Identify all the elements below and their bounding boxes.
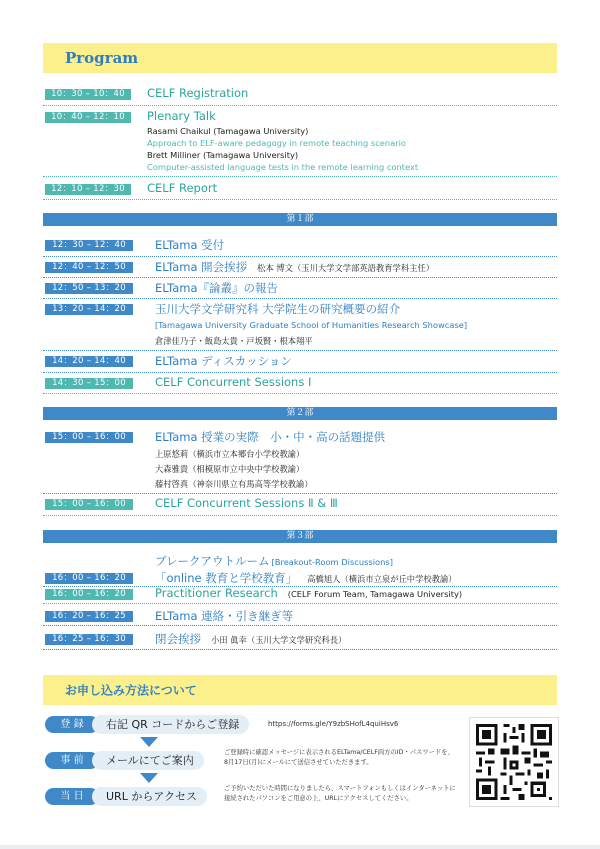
item-title: Practitioner Research: [155, 586, 278, 600]
item-title: Plenary Talk: [147, 109, 216, 123]
time-badge: 12：30 – 12：40: [45, 240, 133, 251]
time-badge: 16：00 – 16：20: [45, 573, 133, 584]
time-badge: 15：00 – 16：00: [45, 499, 133, 510]
talk-title: Approach to ELF-aware pedagogy in remote teaching scenario: [147, 138, 406, 148]
step-label-advance: 事 前: [45, 752, 99, 769]
step-note-line: 接続されたパソコンをご用意の上、URLにアクセスしてください。: [224, 795, 413, 802]
item-title: ELTama『論叢』の報告: [155, 281, 279, 295]
divider: [43, 176, 557, 177]
time-badge: 10：40 – 12：10: [45, 112, 131, 123]
qr-code-graphic: [470, 718, 558, 806]
item-subtitle: [Tamagawa University Graduate School of Humanities Research Showcase]: [155, 320, 468, 330]
step-text-register: 右記 QR コードからご登録: [92, 715, 249, 734]
divider: [43, 199, 557, 200]
item-title: CELF Concurrent Sessions Ⅱ & Ⅲ: [155, 496, 338, 510]
divider: [43, 493, 557, 494]
item-note: 高橋旭人（横浜市立泉が丘中学校教諭）: [307, 574, 457, 584]
speaker-name: Rasami Chaikul (Tamagawa University): [147, 126, 309, 136]
time-badge: 14：20 – 14：40: [45, 356, 133, 367]
divider: [43, 350, 557, 351]
time-badge: 15：00 – 16：00: [45, 432, 133, 443]
item-title-row: [155, 631, 346, 647]
time-badge: 14：30 – 15：00: [45, 378, 133, 389]
presenter-name: 上原悠莉（横浜市立本郷台小学校教諭）: [155, 449, 305, 459]
item-title: ELTama 連絡・引き継ぎ等: [155, 609, 294, 623]
divider: [43, 515, 557, 516]
item-title: CELF Registration: [147, 86, 249, 100]
step-note-line: 8月17日(月)にメールにて送信させていただきます。: [224, 759, 373, 766]
item-title: 玉川大学文学研究科 大学院生の研究概要の紹介: [155, 302, 401, 316]
step-label-day: 当 日: [45, 788, 99, 805]
presenter-names: 倉津佳乃子・飯島太貴・戸坂賢・根本翔平: [155, 336, 313, 346]
item-note: 松本 博文（玉川大学文学部英語教育学科主任）: [257, 263, 435, 273]
divider: [43, 372, 557, 373]
step-note-line: ご登録時に確認メッセージに表示されるELTama/CELF両方のID・パスワードを、: [224, 749, 454, 756]
divider: [43, 298, 557, 299]
section-header-part3: 第３部: [43, 530, 557, 543]
speaker-name: Brett Milliner (Tamagawa University): [147, 150, 299, 160]
step-text-day: URL からアクセス: [92, 787, 207, 806]
time-badge: 16：25 – 16：30: [45, 634, 133, 645]
section-header-part1: 第１部: [43, 213, 557, 226]
breakout-title-row: [155, 553, 393, 569]
presenter-name: 藤村啓真（神奈川県立有馬高等学校教諭）: [155, 479, 313, 489]
divider: [43, 603, 557, 604]
item-title: ELTama 開会挨拶: [155, 260, 248, 274]
program-title: Program: [65, 49, 139, 67]
arrow-down-icon: [140, 773, 158, 783]
item-note: 小田 眞幸（玉川大学文学研究科長）: [211, 635, 347, 645]
item-note: (CELF Forum Team, Tamagawa University): [287, 589, 463, 599]
arrow-down-icon: [140, 737, 158, 747]
time-badge: 12：10 – 12：30: [45, 184, 131, 195]
form-url[interactable]: https://forms.gle/Y9zbSHofL4quiHsv6: [268, 720, 399, 728]
section-header-part2: 第２部: [43, 407, 557, 420]
item-title: 「online 教育と学校教育」: [155, 571, 298, 585]
presenter-name: 大森雅貴（相模原市立中央中学校教諭）: [155, 464, 305, 474]
item-title: 閉会挨拶: [155, 632, 201, 646]
divider: [43, 277, 557, 278]
step-note-line: ご予約いただいた時間になりましたら、スマートフォンもしくはインターネットに: [224, 785, 456, 792]
item-title: CELF Concurrent Sessions Ⅰ: [155, 375, 312, 389]
time-badge: 12：40 – 12：50: [45, 262, 133, 273]
divider: [43, 649, 557, 650]
item-title-row: [155, 570, 457, 586]
item-title-row: [155, 259, 434, 275]
divider: [43, 256, 557, 257]
time-badge: 16：20 – 16：25: [45, 611, 133, 622]
time-badge: 13：20 – 14：20: [45, 304, 133, 315]
item-title: CELF Report: [147, 181, 218, 195]
step-text-advance: メールにてご案内: [92, 751, 204, 770]
item-title: ELTama ディスカッション: [155, 354, 292, 368]
divider: [43, 105, 557, 106]
time-badge: 16：00 – 16：20: [45, 589, 133, 600]
apply-title: お申し込み方法について: [65, 683, 197, 698]
program-header: [43, 43, 557, 73]
qr-code-icon[interactable]: [469, 717, 559, 807]
item-title-row: [155, 586, 462, 600]
time-badge: 12：50 – 13：20: [45, 283, 133, 294]
divider: [43, 393, 557, 394]
talk-title: Computer-assisted language tests in the remote learning context: [147, 162, 419, 172]
footer-bar: [0, 845, 600, 849]
time-badge: 10：30 – 10：40: [45, 89, 131, 100]
breakout-title: ブレークアウトルーム: [155, 554, 270, 568]
step-label-register: 登 録: [45, 716, 99, 733]
apply-header: [43, 675, 557, 705]
item-title: ELTama 授業の実際 小・中・高の話題提供: [155, 430, 386, 444]
breakout-title-en: [Breakout-Room Discussions]: [271, 557, 393, 567]
divider: [43, 625, 557, 626]
item-title: ELTama 受付: [155, 238, 225, 252]
